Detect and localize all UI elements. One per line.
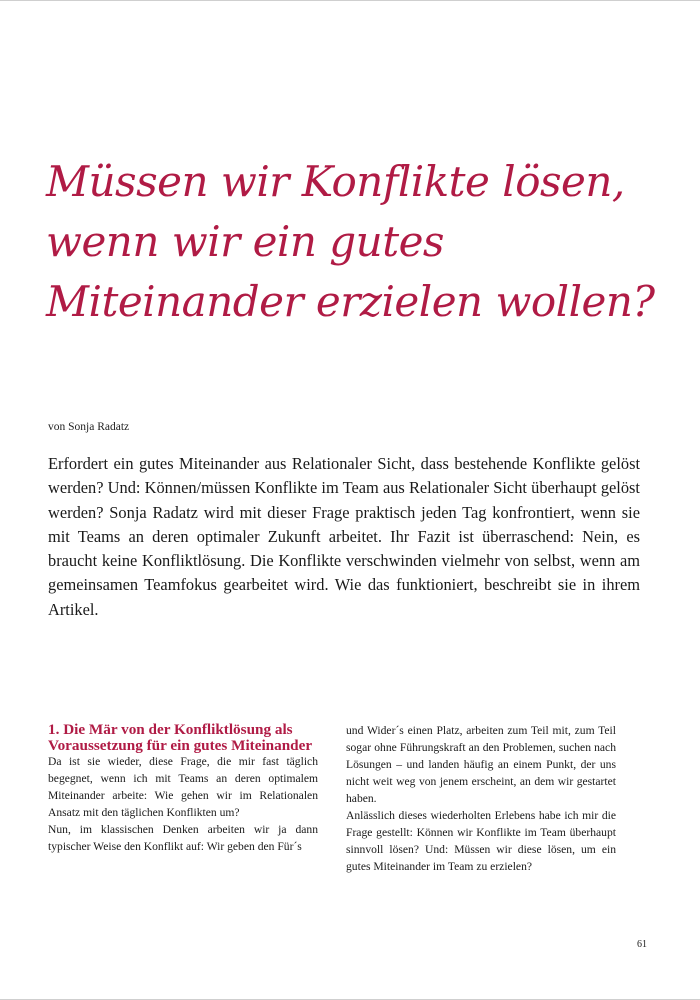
title-line-3: Miteinander erzielen wollen?: [46, 277, 655, 326]
page-number: 61: [637, 939, 647, 950]
body-paragraph: Anlässlich dieses wiederholten Erlebens habe ich mir die Frage gestellt: Können wir Konflikte im Team überhaupt sinnvoll lösen? Und: Müssen wir diese lösen, um ein gutes Miteinander im Team zu erzielen?: [346, 809, 616, 873]
title-line-1: Müssen wir Konflikte lösen,: [46, 157, 625, 206]
section-heading: 1. Die Mär von der Konfliktlösung als Voraussetzung für ein gutes Miteinander: [48, 721, 313, 754]
byline: von Sonja Radatz: [48, 421, 130, 433]
article-title: [46, 152, 686, 332]
body-paragraph: und Wider´s einen Platz, arbeiten zum Teil mit, zum Teil sogar ohne Führungskraft an den Problemen, suchen nach Lösungen – und landen häufig an einem Punkt, der uns nicht weit weg von jenem erscheint, an dem wir gestartet haben.: [346, 724, 616, 805]
title-line-2: wenn wir ein gutes: [46, 217, 444, 266]
body-paragraph: Nun, im klassischen Denken arbeiten wir ja dann typischer Weise den Konflikt auf: Wir geben den Für´s: [48, 823, 318, 853]
right-column: [346, 722, 616, 875]
top-border: [0, 0, 700, 1]
body-paragraph: Da ist sie wieder, diese Frage, die mir fast täglich begegnet, wenn ich mit Teams an deren optimalem Miteinander arbeite: Wie gehen wir im Relationalen Ansatz mit den täglichen Konflikten um?: [48, 755, 318, 819]
lead-paragraph: Erfordert ein gutes Miteinander aus Relationaler Sicht, dass bestehende Konflikte gelöst werden? Und: Können/müssen Konflikte im Team aus Relationaler Sicht überhaupt gelöst werden? Sonja Radatz wird mit dieser Frage praktisch jeden Tag konfrontiert, wenn sie mit Teams an deren optimaler Zukunft arbeitet. Ihr Fazit ist überraschend: Nein, es braucht keine Konfliktlösung. Die Konflikte verschwinden vielmehr von selbst, wenn am gemeinsamen Teamfokus gearbeitet wird. Wie das funktioniert, beschreibt sie in ihrem Artikel.: [48, 454, 640, 619]
left-column: [48, 722, 318, 855]
